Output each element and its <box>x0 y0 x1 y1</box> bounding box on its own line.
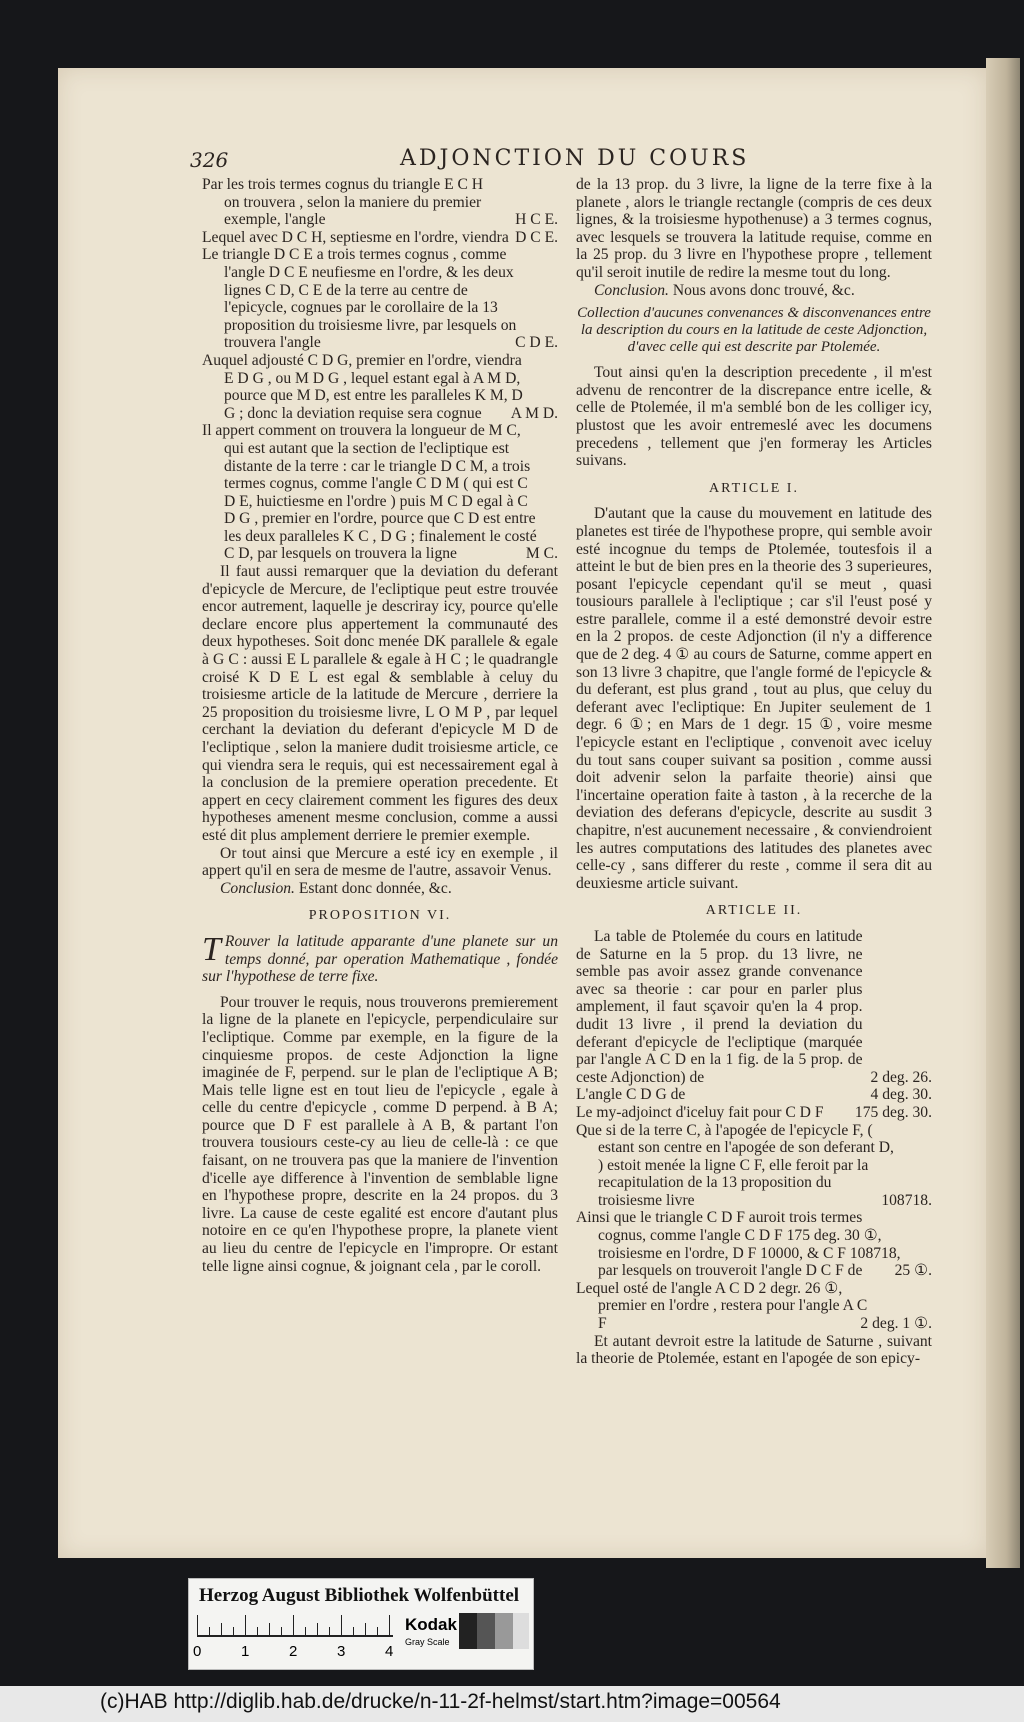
right-r2 <box>576 1104 932 1122</box>
right-r5 <box>576 1280 932 1333</box>
ruler-tick <box>197 1615 198 1635</box>
left-p1-line3: exemple, l'angle <box>224 211 326 229</box>
right-r4-value: 25 ①. <box>894 1262 932 1280</box>
left-p4 <box>202 352 558 422</box>
left-p2-value: D C E. <box>515 228 558 246</box>
gray-swatch <box>495 1613 513 1649</box>
ruler-number: 2 <box>289 1643 298 1660</box>
ruler-tick <box>209 1627 210 1635</box>
gray-swatch <box>477 1613 495 1649</box>
left-p4-value: A M D. <box>510 404 558 422</box>
ruler-tick <box>365 1623 366 1635</box>
right-p3: Tout ainsi qu'en la description precedente , il m'est advenu de rencontrer de la discrepance entre icelle, & celle de Ptolemée, il m'a semblé bon de les colliger icy, plustost que les avoir entremeslé avec les documens precedens , tellement que j'en formeray les Articles suivans. <box>576 364 932 470</box>
left-conclusion-label: Conclusion. <box>220 879 295 897</box>
right-r1-value: 4 deg. 30. <box>870 1086 932 1104</box>
ruler-number: 3 <box>337 1643 346 1660</box>
gray-swatch <box>513 1613 529 1649</box>
left-p1-row <box>202 211 558 229</box>
collection-title: Collection d'aucunes convenances & disconvenances entre la description du cours en la latitude de ceste Adjonction, d'avec celle qui est descrite par Ptolemée. <box>577 305 931 356</box>
running-title: ADJONCTION DU COURS <box>400 146 750 171</box>
page-edge <box>986 58 1020 1568</box>
right-r3-text: Que si de la terre C, à l'apogée de l'epicycle F, ( estant son centre en l'apogée de son deferant D, ) estoit menée la ligne C F, elle feroit par la recapitulation de la 13 proposition du troisiesme livre <box>576 1121 894 1209</box>
proposition-heading: PROPOSITION VI. <box>308 908 452 924</box>
ruler-tick <box>269 1623 270 1635</box>
ruler-tick <box>233 1627 234 1635</box>
library-name: Herzog August Bibliothek Wolfenbüttel <box>199 1585 520 1606</box>
ruler-number: 4 <box>385 1643 394 1660</box>
left-p3-text: Le triangle D C E a trois termes cognus , comme l'angle D C E neufiesme en l'ordre, & les deux lignes C D, C E de la terre au centre de l'epicycle, cognues par le corollaire de la 13 proposition du troisiesme livre, par lesquels on trouvera l'angle <box>202 246 517 352</box>
ruler-tick <box>305 1627 306 1635</box>
kodak-logo: Kodak <box>405 1615 457 1634</box>
source-url: (c)HAB http://diglib.hab.de/drucke/n-11-2f-helmst/start.htm?image=00564 <box>100 1690 781 1713</box>
left-p5 <box>202 422 558 563</box>
left-p1-line1: Par les trois termes cognus du triangle E C H <box>202 176 484 193</box>
right-r4 <box>576 1209 932 1279</box>
page-number: 326 <box>190 148 229 172</box>
ruler-tick <box>389 1615 390 1635</box>
ruler-tick <box>221 1623 222 1635</box>
right-conclusion-label: Conclusion. <box>594 281 669 299</box>
ruler-tick <box>329 1627 330 1635</box>
left-p7: Or tout ainsi que Mercure a esté icy en exemple , il appert qu'il en sera de mesme de l'autre, assavoir Venus. <box>202 844 558 880</box>
left-p5-value: M C. <box>525 545 558 563</box>
proposition-text: Rouver la latitude apparante d'une planete sur un temps donné, par operation Mathematique , fondée sur l'hypothese de terre fixe. <box>202 932 558 986</box>
proposition-statement <box>202 930 558 986</box>
gray-scale-label: Gray Scale <box>405 1637 450 1647</box>
left-p3-value: C D E. <box>515 334 558 352</box>
right-conclusion-text: Nous avons donc trouvé, &c. <box>672 281 855 299</box>
left-p6: Il faut aussi remarquer que la deviation du deferant d'epicycle de Mercure, de l'ecliptique peut estre trouvée encor autrement, laquelle je descriray icy, pource qu'elle declare encore plus appertement la communauté des deux hypotheses. Soit donc menée DK parallele & egale à G C : aussi E L parallele & egale à H C ; le quadrangle croisé K D E L est egal & semblable à celuy du troisiesme article de la latitude de Mercure , derriere la 25 proposition du troisiesme livre, L O M P , par lequel cerchant la deviation du deferant d'epicycle M D de l'ecliptique , selon la maniere dudit troisiesme article, ce qui viendra sera le requis, qui est necessairement egal à la conclusion de la premiere operation precedente. Et appert en cecy clairement comment les figures des deux hypotheses amenent mesme conclusion, comme a aussi esté dit plus amplement derriere le premier exemple. <box>202 563 558 844</box>
left-p4-text: Auquel adjousté C D G, premier en l'ordre, viendra E D G , ou M D G , lequel estant egal à A M D, pource que M D, est entre les paralleles K M, D G ; donc la deviation requise sera cognue <box>202 351 523 422</box>
right-p1: de la 13 prop. du 3 livre, la ligne de la terre fixe à la planete , alors le triangle rectangle (compris de ces deux lignes, & la troisiesme hypothenuse) a 3 termes cognus, avec lesquels se trouvera la latitude requise, comme en la 25 prop. du 3 livre en l'hypothese propre , tellement qu'il seroit inutile de redire la mesme tout du long. <box>576 176 932 281</box>
right-r3-value: 108718. <box>881 1191 932 1209</box>
ruler-tick <box>341 1615 342 1635</box>
right-r5-value: 2 deg. 1 ①. <box>860 1315 932 1333</box>
right-last: Et autant devroit estre la latitude de Saturne , suivant la theorie de Ptolemée, estant en l'apogée de son epicy- <box>576 1332 932 1368</box>
ruler-tick <box>281 1627 282 1635</box>
dropcap: T <box>202 930 221 968</box>
right-r3 <box>576 1122 932 1210</box>
article2-row <box>576 928 932 1086</box>
left-p1-value: H C E. <box>515 211 558 229</box>
right-column <box>576 176 932 1368</box>
left-column <box>202 176 558 1275</box>
ruler-tick <box>377 1627 378 1635</box>
spacer <box>202 986 558 994</box>
ruler-tick <box>245 1615 246 1635</box>
right-r2-value: 175 deg. 30. <box>854 1103 932 1121</box>
right-r1 <box>576 1086 932 1104</box>
left-p9: Pour trouver le requis, nous trouverons premierement la ligne de la planete en l'epicycle, perpendiculaire sur l'ecliptique. Comme par exemple, en la figure de la cinquiesme propos. de ceste Adjonction la ligne imaginée de F, perpend. sur le plan de l'ecliptique A B; Mais telle ligne est en tout lieu de l'epicycle , egale à celle du centre d'epicycle , comme D perpend. à B A; pource que D F est parallele à A B, & partant l'on trouvera tousiours ceste-cy au lieu de celle-là : ce que faisant, on ne trouvera pas que la maniere de l'invention d'icelle aye difference à l'invention de semblable ligne en l'hypothese propre, descrite en la 24 propos. du 3 livre. La cause de ceste egalité est encore d'autant plus notoire en ce qu'en l'hypothese propre, la planete vient au lieu du centre de l'epicycle en l'impropre. Or estant telle ligne ainsi cognue, & joignant cela , par le coroll. <box>202 993 558 1275</box>
ruler-tick <box>257 1627 258 1635</box>
gray-swatch <box>459 1613 477 1649</box>
article1-heading: ARTICLE I. <box>709 480 799 496</box>
article2-heading: ARTICLE II. <box>705 903 803 919</box>
left-p2 <box>202 229 558 247</box>
ruler-number: 1 <box>241 1643 250 1660</box>
page-header <box>190 146 750 176</box>
scale-ruler <box>197 1615 393 1637</box>
article2-text: La table de Ptolemée du cours en latitude de Saturne en la 5 prop. du 13 livre, ne semble pas avoir assez grande convenance avec sa theorie : car pour en parler plus amplement, il faut sçavoir qu'en la 4 prop. dudit 13 livre , il prend la deviation du deferant d'epicycle de l'ecliptique (marquée par l'angle A C D en la 1 fig. de la 5 prop. de ceste Adjonction) de <box>576 927 863 1086</box>
left-p8 <box>202 880 558 898</box>
scale-card <box>188 1578 534 1670</box>
right-r4-text: Ainsi que le triangle C D F auroit trois termes cognus, comme l'angle C D F 175 deg. 30 ①, troisiesme en l'ordre, D F 10000, & C F 108718, par lesquels on trouveroit l'angle D C F de <box>576 1209 901 1280</box>
right-r5-text: Lequel osté de l'angle A C D 2 degr. 26 ①, premier en l'ordre , restera pour l'angle A C F <box>576 1279 868 1333</box>
right-r2-text: Le my-adjoinct d'iceluy fait pour C D F <box>576 1103 824 1121</box>
left-conclusion-text: Estant donc donnée, &c. <box>298 879 452 897</box>
left-p5-text: Il appert comment on trouvera la longueur de M C, qui est autant que la section de l'ecliptique est distante de la terre : car le triangle D C M, a trois termes cognus, comme l'angle C D M ( qui est C D E, huictiesme en l'ordre ) puis M C D egal à C D G , premier en l'ordre, pource que C D est entre les deux paralleles K C , D G ; finalement le costé C D, par lesquels on trouvera la ligne <box>202 422 537 563</box>
article1-text: D'autant que la cause du mouvement en latitude des planetes est tirée de l'hypothese propre, qui semble avoir esté incognue du temps de Ptolemée, toutesfois il a atteint le but de bien pres en la theorie des 3 superieures, posant l'epicycle cependant qu'il se meut , quasi tousiours parallele à l'ecliptique ; car s'il l'eust posé y estre parallele, comme il a esté demonstré devoir estre en la 2 propos. de ceste Adjonction (il n'y a difference que de 2 deg. 4 ① au cours de Saturne, comme appert en son 13 livre 3 chapitre, que l'angle formé de l'epicycle & du deferant, est plus grand , tout au plus, que celuy du deferant avec l'ecliptique: En Jupiter seulement de 1 degr. 6 ①; en Mars de 1 degr. 15 ①, voire mesme l'epicycle estant en l'ecliptique , convenoit avec iceluy du tout sans couper suivant sa position , comme aussi doit advenir selon la parfaite theorie) ainsi que l'incertaine operation faite à taston , à la recerche de la deviation des deferans d'epicycle, descrite au susdit 3 chapitre, n'est aucunement necessaire , & conviendroient les autres computations des latitudes des planetes avec celle-cy , sans differer du reste , comme il sera dit au deuxiesme article suivant. <box>576 505 932 892</box>
right-r1-text: L'angle C D G de <box>576 1086 686 1104</box>
ruler-tick <box>317 1623 318 1635</box>
ruler-tick <box>293 1615 294 1635</box>
ruler-number: 0 <box>193 1643 202 1660</box>
left-p2-text: Lequel avec D C H, septiesme en l'ordre, viendra <box>202 228 509 246</box>
article2-value: 2 deg. 26. <box>870 1068 932 1086</box>
ruler-tick <box>353 1627 354 1635</box>
right-p2 <box>576 282 932 300</box>
left-p1-line2: on trouvera , selon la maniere du premier <box>224 193 482 211</box>
left-p3 <box>202 246 558 352</box>
